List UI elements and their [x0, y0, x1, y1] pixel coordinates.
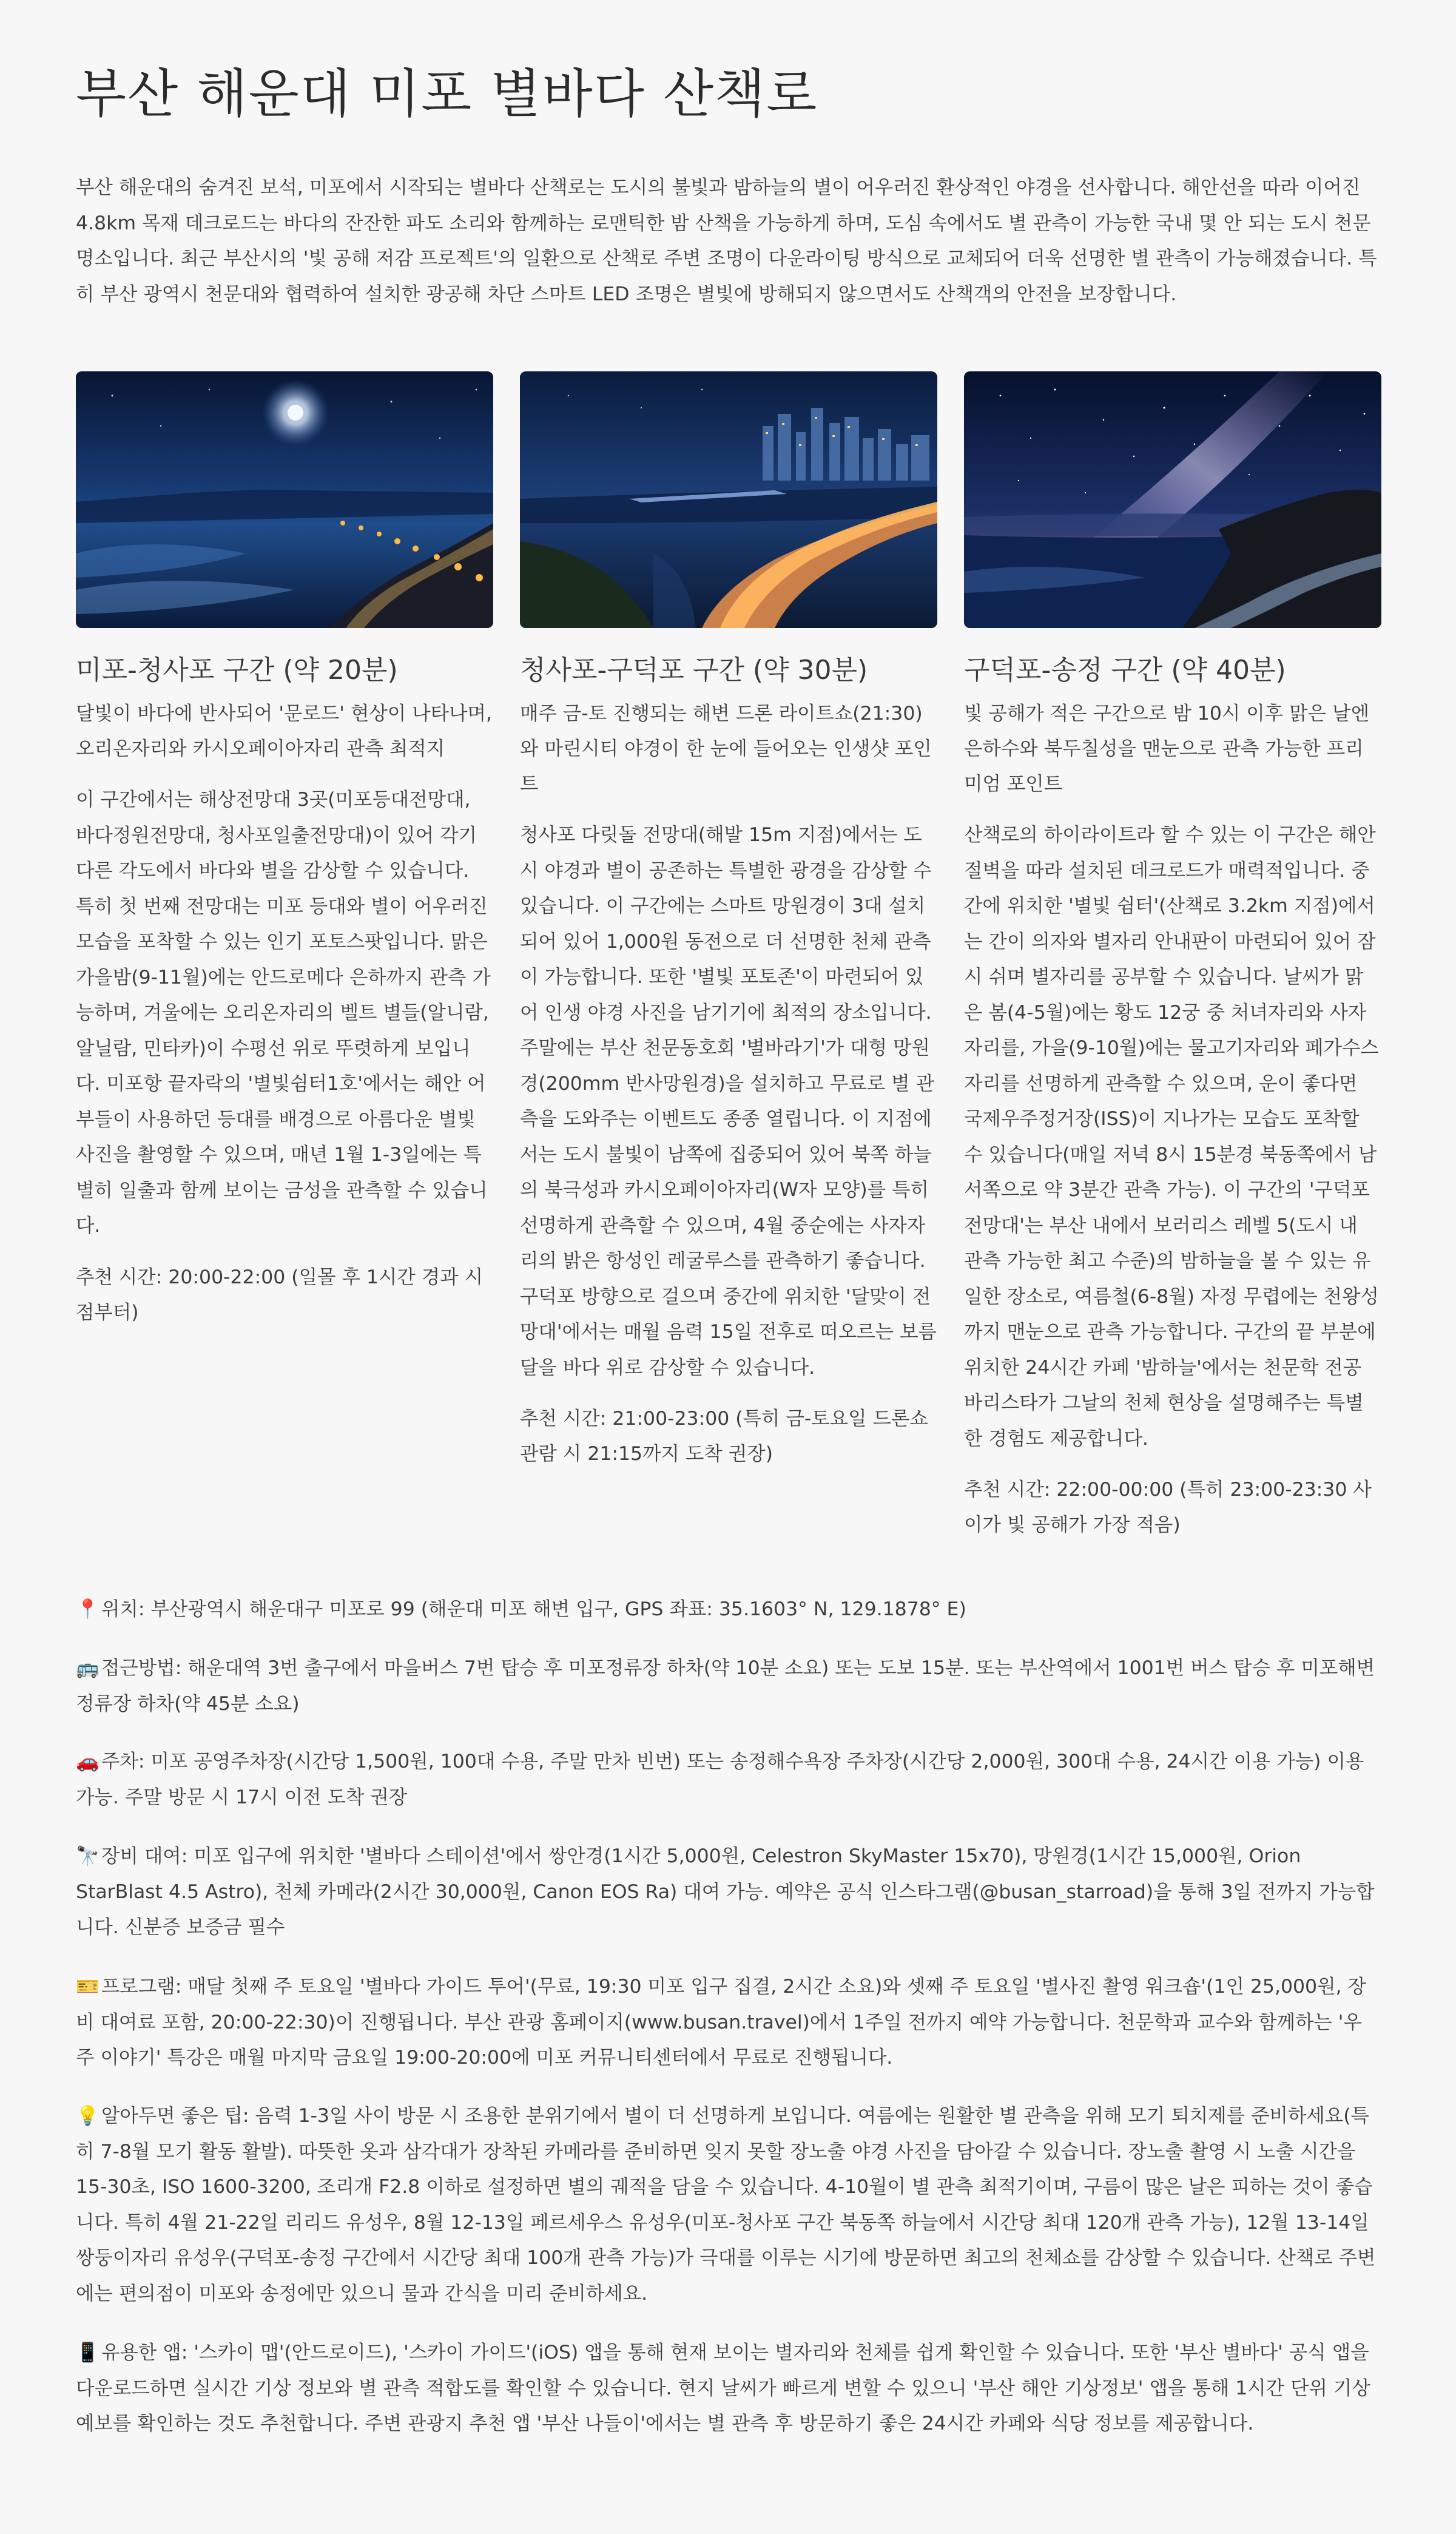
info-text: 유용한 앱: '스카이 맵'(안드로이드), '스카이 가이드'(iOS) 앱을 통해 현재 보이는 별자리와 천체를 쉽게 확인할 수 있습니다. 또한 '부산 별바다' 공식 앱을 다운로드하면 실시간 기상 정보와 별 관측 적합도를 확인할 수 있습니다. 현지 날씨가 빠르게 변할 수 있으니 '부산 해안 기상정보' 앱을 통해 1시간 단위 기상 예보를 확인하는 것도 추천합니다. 주변 관광지 추천 앱 '부산 나들이'에서는 별 관측 후 방문하기 좋은 24시간 카페와 식당 정보를 제공합니다. — [76, 2342, 1370, 2434]
section-title: 청사포-구덕포 구간 (약 30분) — [520, 655, 868, 686]
info-text: 위치: 부산광역시 해운대구 미포로 99 (해운대 미포 해변 입구, GPS 좌표: 35.1603° N, 129.1878° E) — [101, 1598, 966, 1620]
tips-info — [76, 2098, 1380, 2311]
access-info — [76, 1650, 1380, 1721]
bus-icon: 🚌 — [76, 1657, 99, 1679]
info-text: 접근방법: 해운대역 3번 출구에서 마을버스 7번 탑승 후 미포정류장 하차(약 10분 소요) 또는 도보 15분. 또는 부산역에서 1001번 버스 탑승 후 미포해변 정류장 하차(약 45분 소요) — [76, 1657, 1375, 1715]
info-text: 프로그램: 매달 첫째 주 토요일 '별바다 가이드 투어'(무료, 19:30 미포 입구 집결, 2시간 소요)와 셋째 주 토요일 '별사진 촬영 워크숍'(1인 25,000원, 장비 대여료 포함, 20:00-22:30)이 진행됩니다. 부산 관광 홈페이지(www.busan.travel)에서 1주일 전까지 예약 가능합니다. 천문학과 교수와 함께하는 '우주 이야기' 특강은 매월 마지막 금요일 19:00-20:00에 미포 커뮤니티센터에서 무료로 진행됩니다. — [76, 1976, 1366, 2069]
section-recommended-time: 추천 시간: 20:00-22:00 (일몰 후 1시간 경과 시점부터) — [76, 1266, 484, 1323]
location-info — [76, 1592, 1380, 1627]
section-gudeokpo-songjeong — [964, 371, 1381, 1542]
section-body: 산책로의 하이라이트라 할 수 있는 이 구간은 해안절벽을 따라 설치된 데크로드가 매력적입니다. 중간에 위치한 '별빛 쉼터'(산책로 3.2km 지점)에서는 간이 의자와 별자리 안내판이 마련되어 있어 잠시 쉬며 별자리를 공부할 수 있습니다. 날씨가 맑은 봄(4-5월)에는 황도 12궁 중 처녀자리와 사자자리를, 가을(9-10월)에는 물고기자리와 페가수스자리를 선명하게 관측할 수 있으며, 운이 좋다면 국제우주정거장(ISS)이 지나가는 모습도 포착할 수 있습니다(매일 저녁 8시 15분경 북동쪽에서 남서쪽으로 약 3분간 관측 가능). 이 구간의 '구덕포 전망대'는 부산 내에서 보러리스 레벨 5(도시 내 관측 가능한 최고 수준)의 밤하늘을 볼 수 있는 유일한 장소로, 여름철(6-8월) 자정 무렵에는 천왕성까지 맨눈으로 관측 가능합니다. 구간의 끝 부분에 위치한 24시간 카페 '밤하늘'에서는 천문학 전공 바리스타가 그날의 천체 현상을 설명해주는 특별한 경험도 제공합니다. — [964, 824, 1379, 1450]
section-recommended-time: 추천 시간: 21:00-23:00 (특히 금-토요일 드론쇼 관람 시 21:15까지 도착 권장) — [520, 1408, 928, 1465]
section-subtitle: 달빛이 바다에 반사되어 '문로드' 현상이 나타나며, 오리온자리와 카시오페이아자리 관측 최적지 — [76, 703, 492, 760]
section-body: 이 구간에서는 해상전망대 3곳(미포등대전망대, 바다정원전망대, 청사포일출전망대)이 있어 각기 다른 각도에서 바다와 별을 감상할 수 있습니다. 특히 첫 번째 전망대는 미포 등대와 별이 어우러진 모습을 포착할 수 있는 인기 포토스팟입니다. 맑은 가을밤(9-11월)에는 안드로메다 은하까지 관측 가능하며, 겨울에는 오리온자리의 벨트 별들(알니람, 알닐람, 민타카)이 수평선 위로 뚜렷하게 보입니다. 미포항 끝자락의 '별빛쉼터1호'에서는 해안 어부들이 사용하던 등대를 배경으로 아름다운 별빛 사진을 촬영할 수 있으며, 매년 1월 1-3일에는 특별히 일출과 함께 보이는 금성을 관측할 수 있습니다. — [76, 789, 491, 1237]
apps-info — [76, 2335, 1380, 2442]
equipment-rental-info — [76, 1839, 1380, 1945]
page-title: 부산 해운대 미포 별바다 산책로 — [76, 64, 818, 124]
intro-paragraph: 부산 해운대의 숨겨진 보석, 미포에서 시작되는 별바다 산책로는 도시의 불빛과 밤하늘의 별이 어우러진 환상적인 야경을 선사합니다. 해안선을 따라 이어진 4.8km 목재 데크로드는 바다의 잔잔한 파도 소리와 함께하는 로맨틱한 밤 산책을 가능하게 하며, 도심 속에서도 별 관측이 가능한 국내 몇 안 되는 도시 천문 명소입니다. 최근 부산시의 '빛 공해 저감 프로젝트'의 일환으로 산책로 주변 조명이 다운라이팅 방식으로 교체되어 더욱 선명한 별 관측이 가능해졌습니다. 특히 부산 광역시 천문대와 협력하여 설치한 광공해 차단 스마트 LED 조명은 별빛에 방해되지 않으면서도 산책객의 안전을 보장합니다. — [76, 177, 1377, 305]
info-text: 주차: 미포 공영주차장(시간당 1,500원, 100대 수용, 주말 만차 빈번) 또는 송정해수욕장 주차장(시간당 2,000원, 300대 수용, 24시간 이용 가능) 이용 가능. 주말 방문 시 17시 이전 도착 권장 — [76, 1751, 1364, 1808]
lightbulb-icon: 💡 — [76, 2105, 99, 2127]
telescope-icon: 🔭 — [76, 1845, 99, 1867]
section-cheongsapo-gudeokpo — [520, 371, 937, 1471]
section-title: 구덕포-송정 구간 (약 40분) — [964, 655, 1286, 686]
location-pin-icon: 📍 — [76, 1598, 99, 1620]
moonlit-coast-boardwalk-image — [76, 371, 493, 628]
info-text: 장비 대여: 미포 입구에 위치한 '별바다 스테이션'에서 쌍안경(1시간 5,000원, Celestron SkyMaster 15x70), 망원경(1시간 15,000원, Orion StarBlast 4.5 Astro), 천체 카메라(2시간 30,000원, Canon EOS Ra) 대여 가능. 예약은 공식 인스타그램(@busan_starroad)을 통해 3일 전까지 가능합니다. 신분증 보증금 필수 — [76, 1845, 1375, 1938]
section-mipo-cheongsapo — [76, 371, 493, 1330]
section-title: 미포-청사포 구간 (약 20분) — [76, 655, 398, 686]
milky-way-coast-path-image — [964, 371, 1381, 628]
info-text: 알아두면 좋은 팁: 음력 1-3일 사이 방문 시 조용한 분위기에서 별이 더 선명하게 보입니다. 여름에는 원활한 별 관측을 위해 모기 퇴치제를 준비하세요(특히 7-8월 모기 활동 활발). 따뜻한 옷과 삼각대가 장착된 카메라를 준비하면 잊지 못할 장노출 야경 사진을 담아갈 수 있습니다. 장노출 촬영 시 노출 시간을 15-30초, ISO 1600-3200, 조리개 F2.8 이하로 설정하면 별의 궤적을 담을 수 있습니다. 4-10월이 별 관측 최적기이며, 구름이 많은 날은 피하는 것이 좋습니다. 특히 4월 21-22일 리리드 유성우, 8월 12-13일 페르세우스 유성우(미포-청사포 구간 북동쪽 하늘에서 시간당 최대 120개 관측 가능), 12월 13-14일 쌍둥이자리 유성우(구덕포-송정 구간에서 시간당 최대 100개 관측 가능)가 극대를 이루는 시기에 방문하면 최고의 천체쇼를 감상할 수 있습니다. 산책로 주변에는 편의점이 미포와 송정에만 있으니 물과 간식을 미리 준비하세요. — [76, 2105, 1376, 2305]
program-info — [76, 1969, 1380, 2076]
ticket-icon: 🎫 — [76, 1976, 99, 1998]
section-subtitle: 빛 공해가 적은 구간으로 밤 10시 이후 맑은 날엔 은하수와 북두칠성을 맨눈으로 관측 가능한 프리미엄 포인트 — [964, 703, 1369, 795]
section-subtitle: 매주 금-토 진행되는 해변 드론 라이트쇼(21:30)와 마린시티 야경이 한 눈에 들어오는 인생샷 포인트 — [520, 703, 932, 795]
section-body: 청사포 다릿돌 전망대(해발 15m 지점)에서는 도시 야경과 별이 공존하는 특별한 광경을 감상할 수 있습니다. 이 구간에는 스마트 망원경이 3대 설치되어 있어 1,000원 동전으로 더 선명한 천체 관측이 가능합니다. 또한 '별빛 포토존'이 마련되어 있어 인생 야경 사진을 남기기에 최적의 장소입니다. 주말에는 부산 천문동호회 '별바라기'가 대형 망원경(200mm 반사망원경)을 설치하고 무료로 별 관측을 도와주는 이벤트도 종종 열립니다. 이 지점에서는 도시 불빛이 남쪽에 집중되어 있어 북쪽 하늘의 북극성과 카시오페이아자리(W자 모양)를 특히 선명하게 관측할 수 있으며, 4월 중순에는 사자자리의 밝은 항성인 레굴루스를 관측하기 좋습니다. 구덕포 방향으로 걸으며 중간에 위치한 '달맞이 전망대'에서는 매월 음력 15일 전후로 떠오르는 보름달을 바다 위로 감상할 수 있습니다. — [520, 824, 937, 1379]
mobile-phone-icon: 📱 — [76, 2342, 99, 2363]
section-recommended-time: 추천 시간: 22:00-00:00 (특히 23:00-23:30 사이가 빛 공해가 가장 적음) — [964, 1479, 1372, 1536]
parking-info — [76, 1744, 1380, 1815]
city-beach-night-lights-image — [520, 371, 937, 628]
car-icon: 🚗 — [76, 1751, 99, 1772]
